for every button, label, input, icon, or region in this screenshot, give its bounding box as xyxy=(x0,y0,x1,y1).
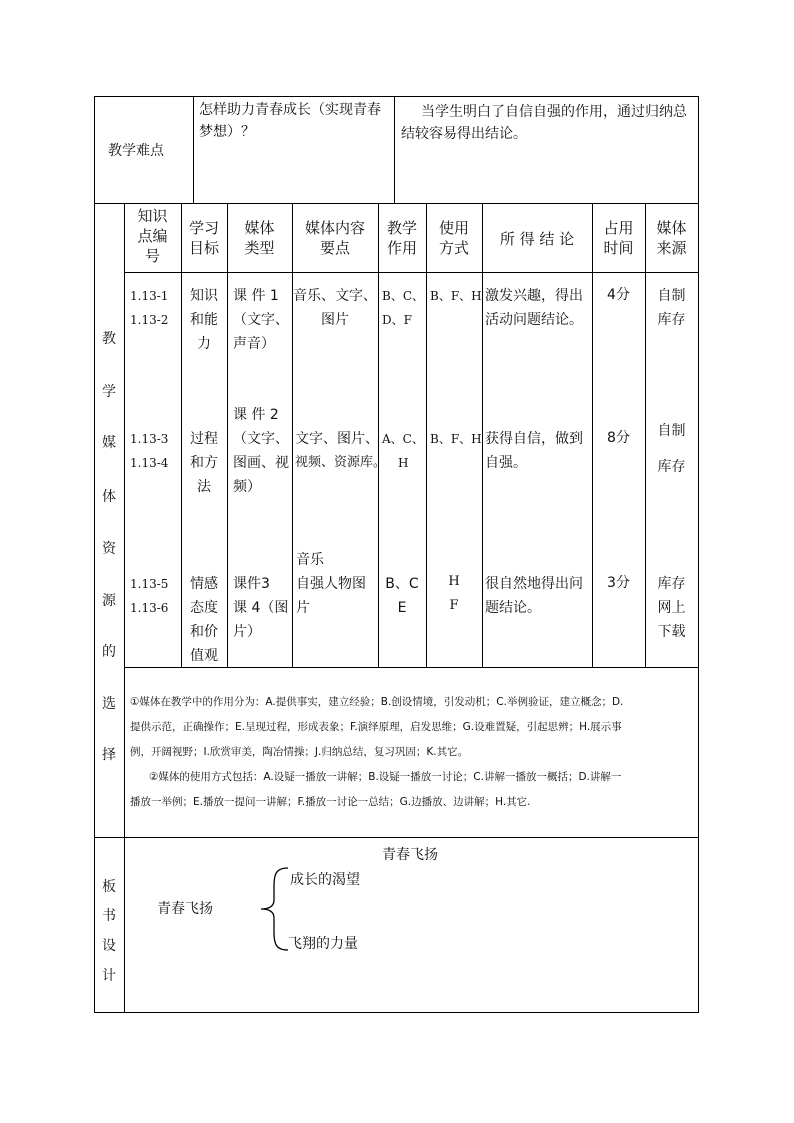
row2-type-line: 图画、视 xyxy=(233,455,289,471)
row3-source-line: 下载 xyxy=(657,624,686,640)
divider xyxy=(94,203,699,204)
row3-type-line: 片） xyxy=(233,624,261,640)
side-char: 计 xyxy=(102,968,116,984)
header-type-line: 媒体 xyxy=(244,219,275,237)
row3-type-line: 课 4（图 xyxy=(233,600,289,616)
row1-type-line: （文字、 xyxy=(233,312,289,328)
row2-kp xyxy=(130,427,168,475)
row1-goal-line: 力 xyxy=(197,336,211,352)
header-time-line: 占用 xyxy=(603,219,634,237)
row3-role xyxy=(378,572,426,620)
header-type-line: 类型 xyxy=(244,239,275,257)
row1-mode-line: B、F、H xyxy=(430,289,482,303)
note-line: ②媒体的使用方式包括：A.设疑一播放一讲解；B.设疑一播放一讨论；C.讲解一播放一概括；D.讲解一 xyxy=(149,771,622,783)
divider xyxy=(227,203,228,667)
header-kp-line: 号 xyxy=(144,247,160,265)
side-char: 教 xyxy=(102,331,116,347)
row1-type-line: 课 件 1 xyxy=(233,288,279,304)
header-mode-line: 方式 xyxy=(438,239,469,257)
row3-goal xyxy=(190,572,218,668)
side-char: 择 xyxy=(102,747,116,763)
row2-source-line: 库存 xyxy=(657,459,686,475)
note-line: ①媒体在教学中的作用分为：A.提供事实，建立经验；B.创设情境，引发动机；C.举例验证，建立概念；D. xyxy=(130,696,624,708)
side-char: 学 xyxy=(102,384,116,400)
row1-role-line: B、C、 xyxy=(382,289,425,303)
row1-type-line: 声音） xyxy=(233,336,275,352)
header-time-line: 时间 xyxy=(603,239,634,257)
row1-kp-line: 1.13-2 xyxy=(130,313,169,327)
row1-role xyxy=(382,284,424,332)
row2-goal-line: 和方 xyxy=(190,455,218,471)
divider xyxy=(181,203,182,667)
note-line: 提供示范，正确操作；E.呈现过程，形成表象；F.演绎原理，启发思维；G.设难置疑，引起思辨；H.展示事 xyxy=(130,721,622,733)
row2-role xyxy=(382,427,424,475)
header-type xyxy=(227,218,292,258)
row3-content-line: 片 xyxy=(296,600,310,616)
row1-content-line: 图片 xyxy=(321,312,349,328)
side-char: 选 xyxy=(102,696,116,712)
row2-conclusion-line: 获得自信，做到 xyxy=(485,431,583,447)
row3-source-line: 库存 xyxy=(657,576,686,592)
header-role-line: 教学 xyxy=(386,219,417,237)
header-mode xyxy=(426,218,482,258)
divider xyxy=(124,203,125,837)
row2-kp-line: 1.13-4 xyxy=(130,456,169,470)
row2-source xyxy=(645,413,698,485)
difficulty-question xyxy=(199,99,381,143)
row2-goal xyxy=(190,427,218,499)
side-char: 书 xyxy=(102,908,116,924)
row3-conclusion xyxy=(485,572,583,620)
row2-source-line: 自制 xyxy=(657,423,686,439)
row3-type xyxy=(233,572,288,644)
row1-kp-line: 1.13-1 xyxy=(130,289,169,303)
side-char: 的 xyxy=(102,644,116,660)
header-kp-line: 点编 xyxy=(137,227,168,245)
header-source-line: 媒体 xyxy=(656,219,687,237)
row3-goal-line: 和价 xyxy=(190,624,218,640)
note-line: 例，开阔视野；I.欣赏审美，陶冶情操；J.归纳总结，复习巩固；K.其它。 xyxy=(130,746,469,758)
header-time xyxy=(592,218,645,258)
row1-kp xyxy=(130,284,168,332)
row1-goal-line: 和能 xyxy=(190,312,218,328)
header-role-line: 作用 xyxy=(386,239,417,257)
row3-kp-line: 1.13-5 xyxy=(130,577,169,591)
side-char: 资 xyxy=(102,541,116,557)
row2-goal-line: 法 xyxy=(197,479,211,495)
header-kp-line: 知识 xyxy=(137,207,168,225)
row1-content-line: 音乐、文字、 xyxy=(293,288,377,304)
row1-goal xyxy=(190,284,218,356)
row3-content-line: 音乐 xyxy=(296,552,324,568)
row2-role-line: A、C、 xyxy=(382,432,424,446)
row2-goal-line: 过程 xyxy=(190,431,218,447)
row1-role-line: D、F xyxy=(382,313,412,327)
row1-mode xyxy=(430,284,482,308)
board-title: 青春飞扬 xyxy=(382,847,438,863)
row3-goal-line: 情感 xyxy=(190,576,218,592)
difficulty-answer xyxy=(401,101,687,145)
difficulty-question-line: 怎样助力青春成长（实现青春 xyxy=(199,102,381,118)
side-char: 设 xyxy=(102,938,116,954)
row2-role-line: H xyxy=(398,456,409,470)
border-top xyxy=(94,96,699,97)
row2-type xyxy=(233,403,289,499)
row2-content-line: 视频、资源库。 xyxy=(295,455,387,470)
row3-goal-line: 值观 xyxy=(190,648,218,664)
row3-kp-line: 1.13-6 xyxy=(130,601,169,615)
header-source xyxy=(645,218,698,258)
row2-mode xyxy=(430,427,482,451)
board-branch-top: 成长的渴望 xyxy=(290,872,360,888)
row2-mode-line: B、F、H xyxy=(430,432,482,446)
row3-content xyxy=(296,548,366,620)
row2-type-line: 课 件 2 xyxy=(233,407,279,423)
header-goal-line: 目标 xyxy=(188,239,219,257)
row3-time: 3分 xyxy=(607,575,630,591)
row2-content xyxy=(295,427,386,475)
row3-mode-line: F xyxy=(449,598,459,613)
row1-goal-line: 知识 xyxy=(190,288,218,304)
divider xyxy=(124,837,125,1013)
row1-content xyxy=(292,284,378,332)
board-branch-bottom: 飞翔的力量 xyxy=(288,936,358,952)
row2-type-line: 频） xyxy=(233,479,261,495)
row3-role-line: E xyxy=(397,600,407,616)
row2-content-line: 文字、图片、 xyxy=(295,431,379,447)
header-source-line: 来源 xyxy=(656,239,687,257)
row1-time: 4分 xyxy=(607,287,630,303)
divider xyxy=(94,837,699,838)
brace-icon xyxy=(258,866,290,952)
difficulty-question-line: 梦想）？ xyxy=(199,124,255,140)
row2-kp-line: 1.13-3 xyxy=(130,432,169,446)
side-char: 源 xyxy=(102,593,116,609)
border-left xyxy=(94,96,95,1013)
board-center: 青春飞扬 xyxy=(157,901,213,917)
row3-goal-line: 态度 xyxy=(190,600,218,616)
row1-conclusion-line: 激发兴趣，得出 xyxy=(485,288,583,304)
row3-mode xyxy=(426,570,482,618)
row3-role-line: B、C xyxy=(385,576,419,592)
header-mode-line: 使用 xyxy=(438,219,469,237)
row1-source-line: 库存 xyxy=(657,312,686,328)
media-notes xyxy=(130,690,623,815)
row3-source xyxy=(645,572,698,644)
row3-mode-line: H xyxy=(448,574,460,589)
side-char: 媒 xyxy=(102,435,116,451)
row1-source xyxy=(645,284,698,332)
side-char: 板 xyxy=(102,879,116,895)
difficulty-answer-line: 当学生明白了自信自强的作用，通过归纳总 xyxy=(421,104,687,120)
row2-conclusion-line: 自强。 xyxy=(485,455,527,471)
header-content-line: 媒体内容 xyxy=(304,219,365,237)
divider xyxy=(394,96,395,203)
note-line: 播放一举例；E.播放一提问一讲解；F.播放一讨论一总结；G.边播放、边讲解；H.其它. xyxy=(130,796,531,808)
border-bottom xyxy=(94,1012,699,1013)
row2-time: 8分 xyxy=(607,430,630,446)
difficulty-answer-line: 结较容易得出结论。 xyxy=(401,126,527,142)
row1-conclusion xyxy=(485,284,583,332)
divider xyxy=(292,203,293,667)
row3-content-line: 自强人物图 xyxy=(296,576,366,592)
side-char: 体 xyxy=(102,489,116,505)
row3-conclusion-line: 很自然地得出问 xyxy=(485,576,583,592)
header-goal-line: 学习 xyxy=(188,219,219,237)
row3-kp xyxy=(130,572,168,620)
row2-conclusion xyxy=(485,427,583,475)
header-conclusion: 所 得 结 论 xyxy=(499,230,575,248)
row3-source-line: 网上 xyxy=(657,600,686,616)
header-kp xyxy=(124,206,181,266)
header-content-line: 要点 xyxy=(319,239,350,257)
header-role xyxy=(378,218,426,258)
row3-conclusion-line: 题结论。 xyxy=(485,600,541,616)
row1-type xyxy=(233,284,289,356)
border-right xyxy=(698,96,699,1013)
divider xyxy=(482,203,483,667)
row1-source-line: 自制 xyxy=(657,288,686,304)
divider xyxy=(193,96,194,203)
header-goal xyxy=(181,218,227,258)
row3-type-line: 课件3 xyxy=(233,576,270,592)
row1-conclusion-line: 活动问题结论。 xyxy=(485,312,583,328)
difficulty-label: 教学难点 xyxy=(108,143,164,159)
divider xyxy=(124,272,699,273)
row2-type-line: （文字、 xyxy=(233,431,289,447)
header-content xyxy=(292,218,378,258)
